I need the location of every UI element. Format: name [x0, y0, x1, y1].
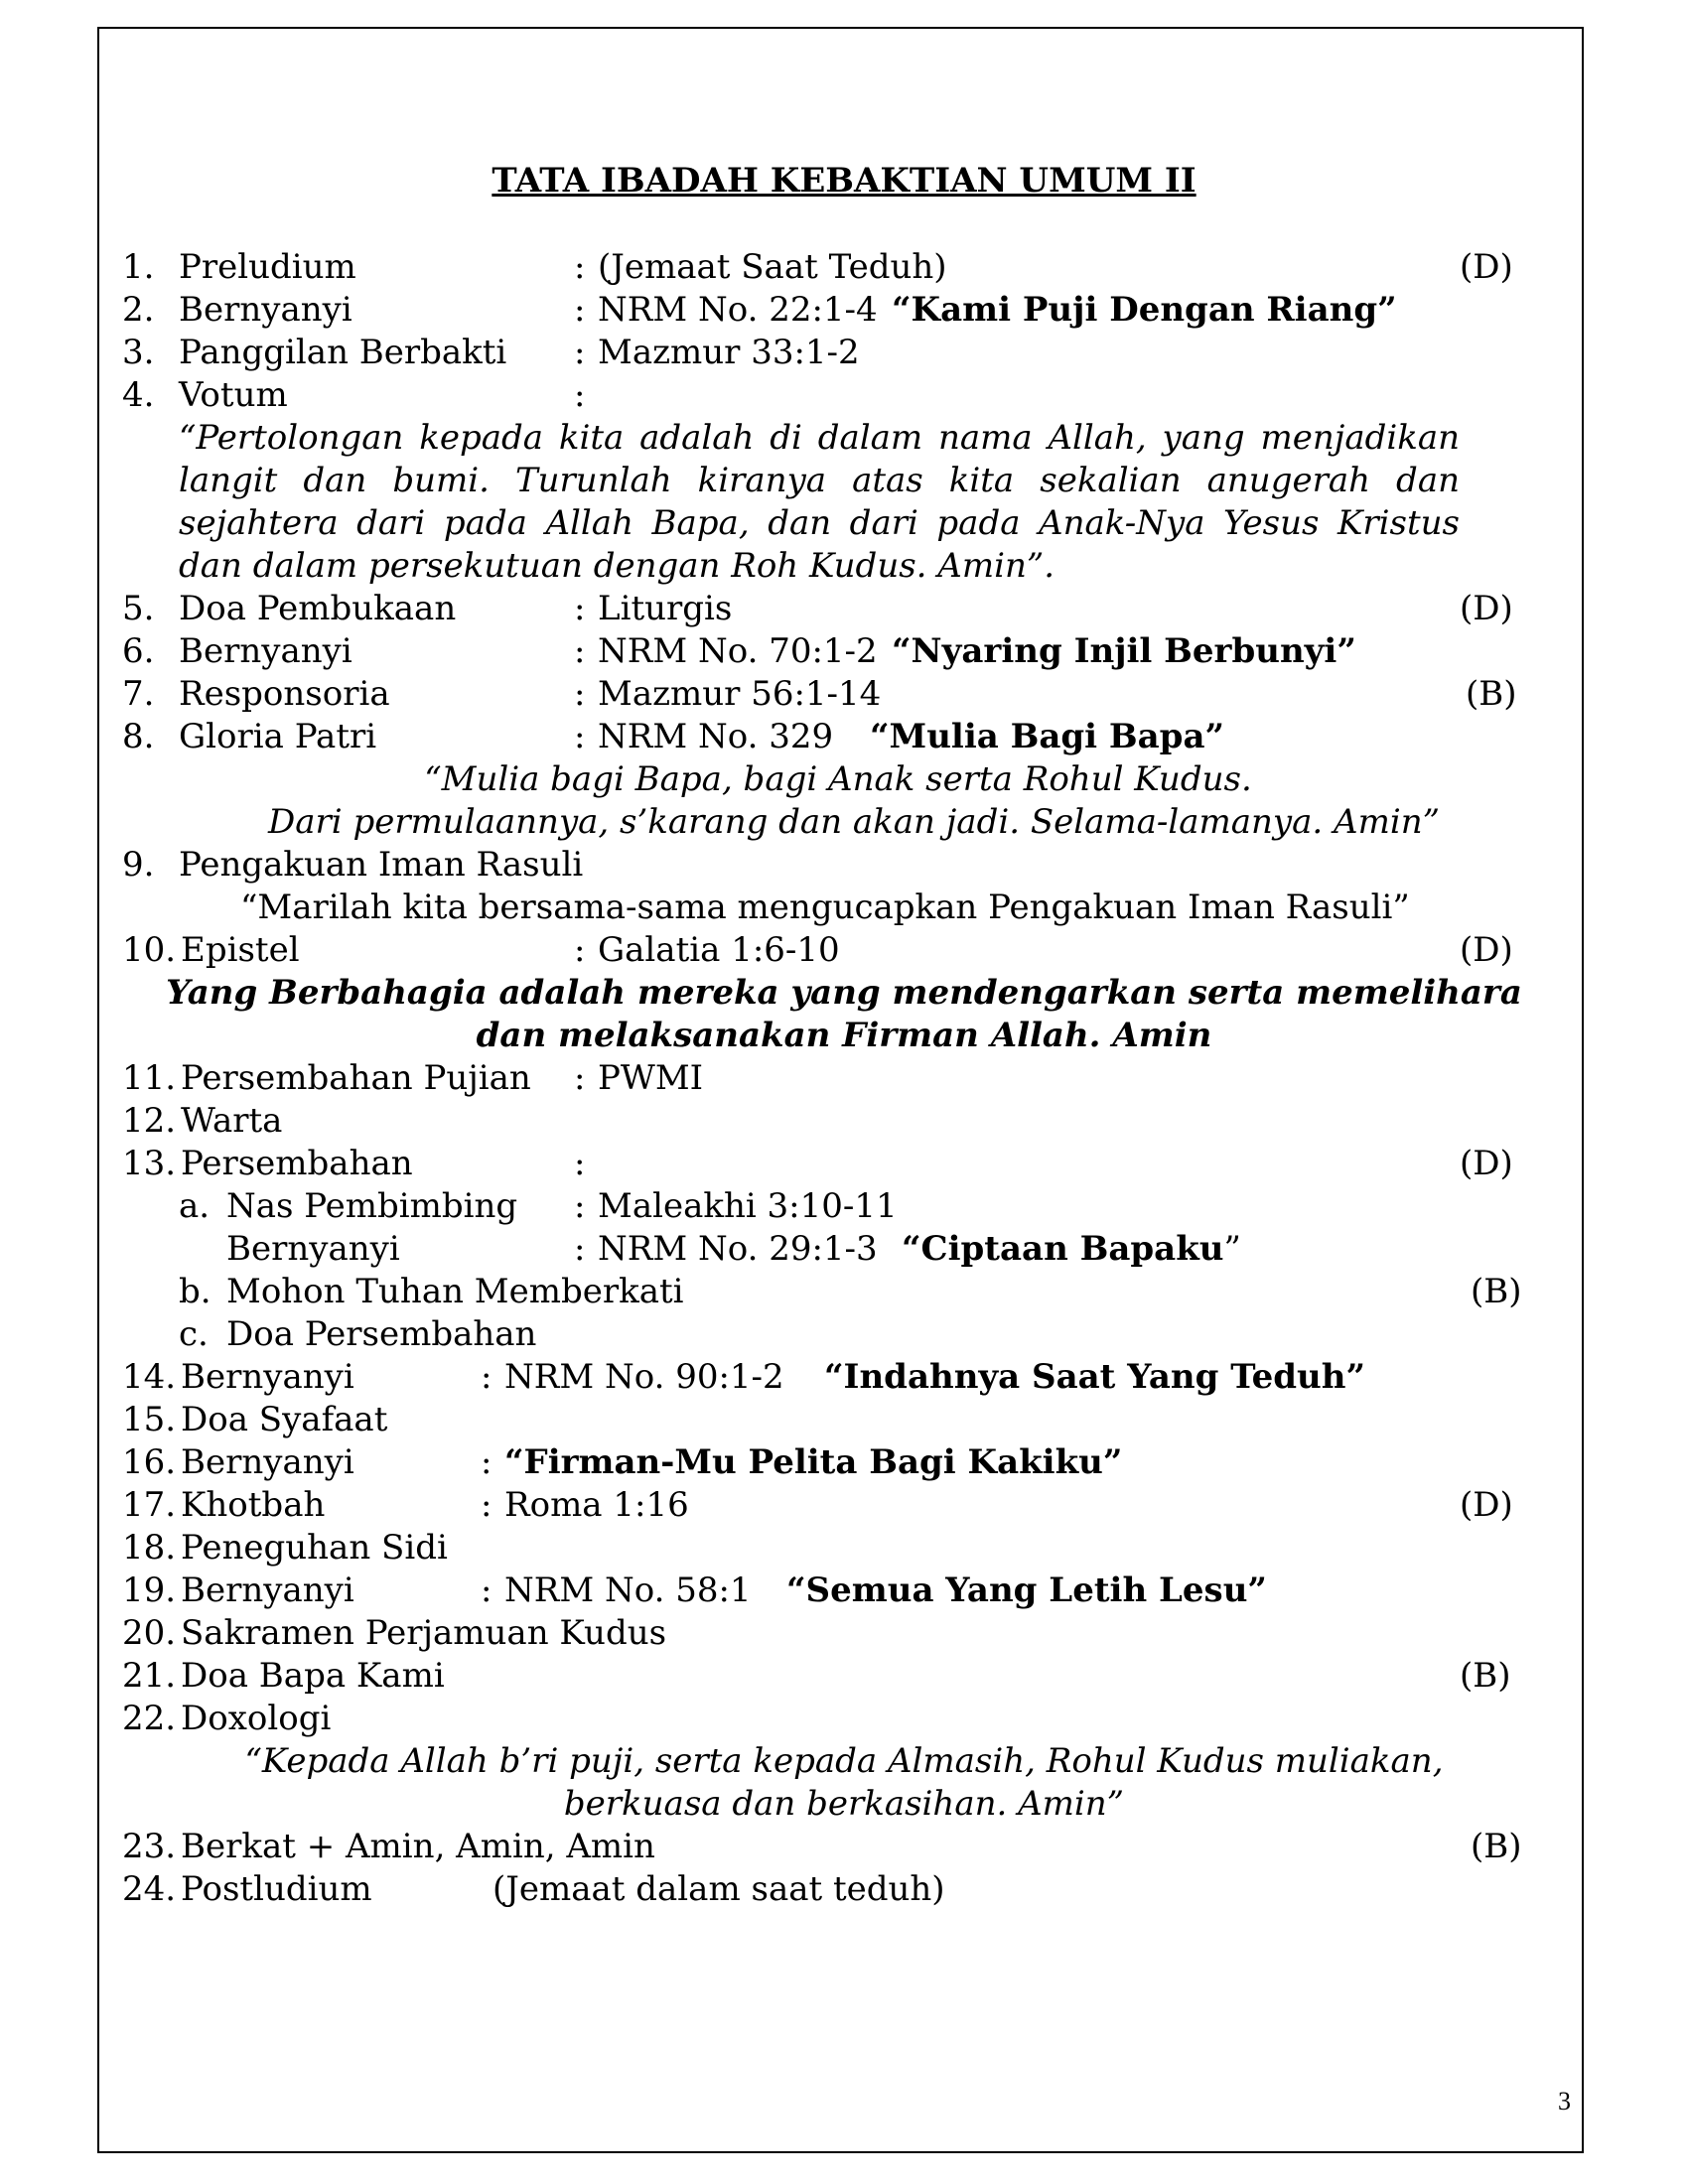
- item-detail: Galatia 1:6-10: [598, 930, 840, 970]
- item-label: Khotbah: [181, 1485, 326, 1525]
- item-label: Persembahan: [181, 1144, 413, 1183]
- item-number: 19.: [122, 1570, 177, 1610]
- list-item: [0, 1570, 1688, 1612]
- item-label: Epistel: [181, 930, 300, 970]
- list-item: [0, 1868, 1688, 1911]
- song-title: “Mulia Bagi Bapa”: [870, 717, 1225, 756]
- subitem-letter: b.: [179, 1272, 211, 1311]
- item-colon: :: [574, 247, 586, 287]
- item-label: Sakramen Perjamuan Kudus: [181, 1613, 667, 1653]
- item-number: 17.: [122, 1485, 177, 1525]
- item-number: 3.: [122, 333, 155, 372]
- doxologi-line: “Kepada Allah b’ri puji, serta kepada Almasih, Rohul Kudus muliakan,: [244, 1741, 1444, 1781]
- song-title: “Semua Yang Letih Lesu”: [786, 1570, 1267, 1610]
- list-item: [0, 1399, 1688, 1441]
- item-number: 22.: [122, 1699, 177, 1738]
- list-item: [0, 1527, 1688, 1570]
- list-item: [0, 374, 1688, 417]
- item-label: Bernyanyi: [181, 1570, 354, 1610]
- item-number: 23.: [122, 1827, 177, 1866]
- list-item: [0, 673, 1688, 716]
- list-item: [0, 289, 1688, 332]
- votum-line: langit dan bumi. Turunlah kiranya atas kita sekalian anugerah dan: [179, 461, 1460, 500]
- item-colon: :: [574, 589, 586, 628]
- item-code: (D): [1460, 1485, 1513, 1525]
- list-subitem: [0, 1228, 1688, 1271]
- item-label: Bernyanyi: [179, 290, 352, 330]
- list-subitem: [0, 1313, 1688, 1356]
- item-colon: :: [481, 1357, 492, 1397]
- item-number: 9.: [122, 845, 155, 885]
- item-label: Pengakuan Iman Rasuli: [179, 845, 584, 885]
- item-code: (B): [1471, 1272, 1522, 1311]
- item-label: Berkat + Amin, Amin, Amin: [181, 1827, 655, 1866]
- item-detail: NRM No. 70:1-2: [598, 631, 878, 671]
- item-detail: PWMI: [598, 1058, 704, 1098]
- item-label: Bernyanyi: [181, 1357, 354, 1397]
- item-label: Persembahan Pujian: [181, 1058, 531, 1098]
- list-item: [0, 1612, 1688, 1655]
- item-number: 16.: [122, 1442, 177, 1482]
- item-label: Bernyanyi: [181, 1442, 354, 1482]
- item-label: Panggilan Berbakti: [179, 333, 507, 372]
- item-code: (D): [1460, 930, 1513, 970]
- gloria-line: “Mulia bagi Bapa, bagi Anak serta Rohul Kudus.: [424, 759, 1252, 799]
- item-detail: (Jemaat Saat Teduh): [598, 247, 947, 287]
- item-colon: :: [574, 674, 586, 714]
- item-colon: :: [481, 1442, 492, 1482]
- item-colon: :: [481, 1570, 492, 1610]
- item-label: Responsoria: [179, 674, 390, 714]
- item-label: Mohon Tuhan Memberkati: [226, 1272, 684, 1311]
- item-code: (D): [1460, 589, 1513, 628]
- response-line: Yang Berbahagia adalah mereka yang mendengarkan serta memelihara: [166, 973, 1522, 1013]
- item-label: Votum: [179, 375, 288, 415]
- item-code: (B): [1471, 1827, 1522, 1866]
- doxologi-line: berkuasa dan berkasihan. Amin”: [563, 1784, 1125, 1824]
- list-item: [0, 1655, 1688, 1698]
- item-colon: :: [574, 930, 586, 970]
- item-label: Bernyanyi: [179, 631, 352, 671]
- item-label: Warta: [181, 1101, 283, 1141]
- item-colon: :: [574, 1144, 586, 1183]
- list-item: [0, 844, 1688, 887]
- list-item: [0, 246, 1688, 289]
- item-number: 6.: [122, 631, 155, 671]
- item-label: Doa Pembukaan: [179, 589, 457, 628]
- item-number: 2.: [122, 290, 155, 330]
- item-colon: :: [574, 631, 586, 671]
- song-title: “Kami Puji Dengan Riang”: [892, 290, 1397, 330]
- votum-text: [179, 417, 1460, 588]
- item-colon: :: [574, 375, 586, 415]
- item-number: 1.: [122, 247, 155, 287]
- item-label: Doa Syafaat: [181, 1400, 388, 1439]
- list-item: [0, 716, 1688, 758]
- item-label: Postludium: [181, 1869, 372, 1909]
- item-number: 20.: [122, 1613, 177, 1653]
- list-item: [0, 1057, 1688, 1100]
- list-item: [0, 630, 1688, 673]
- list-item: [0, 332, 1688, 374]
- list-item: [0, 1441, 1688, 1484]
- item-number: 10.: [122, 930, 177, 970]
- list-item: [0, 1143, 1688, 1185]
- item-number: 18.: [122, 1528, 177, 1568]
- item-detail: NRM No. 22:1-4: [598, 290, 878, 330]
- item-number: 5.: [122, 589, 155, 628]
- song-title: “Ciptaan Bapaku: [902, 1229, 1224, 1269]
- list-item: [0, 588, 1688, 630]
- item-number: 4.: [122, 375, 155, 415]
- item-detail: NRM No. 29:1-3: [598, 1229, 878, 1269]
- subitem-letter: a.: [179, 1186, 211, 1226]
- item-colon: :: [574, 1229, 586, 1269]
- item-detail: NRM No. 58:1: [504, 1570, 752, 1610]
- item-detail: (Jemaat dalam saat teduh): [492, 1869, 945, 1909]
- list-subitem: [0, 1271, 1688, 1313]
- list-item: [0, 929, 1688, 972]
- item-label: Doa Persembahan: [226, 1314, 537, 1354]
- response-line: dan melaksanakan Firman Allah. Amin: [476, 1016, 1212, 1055]
- page-number: 3: [1558, 2087, 1571, 2116]
- item-number: 24.: [122, 1869, 177, 1909]
- item-colon: :: [574, 717, 586, 756]
- item-detail: NRM No. 90:1-2: [504, 1357, 784, 1397]
- item-label: Doa Bapa Kami: [181, 1656, 445, 1696]
- song-title: “Indahnya Saat Yang Teduh”: [824, 1357, 1365, 1397]
- item-number: 21.: [122, 1656, 177, 1696]
- item-detail: Mazmur 33:1-2: [598, 333, 860, 372]
- votum-line: sejahtera dari pada Allah Bapa, dan dari pada Anak-Nya Yesus Kristus: [179, 503, 1460, 543]
- list-item: [0, 1826, 1688, 1868]
- page-title: TATA IBADAH KEBAKTIAN UMUM II: [492, 161, 1196, 201]
- item-code: (B): [1460, 1656, 1511, 1696]
- votum-line: dan dalam persekutuan dengan Roh Kudus. Amin”.: [179, 546, 1055, 586]
- item-label: Nas Pembimbing: [226, 1186, 518, 1226]
- gloria-line: Dari permulaannya, s’karang dan akan jadi. Selama-lamanya. Amin”: [268, 802, 1440, 842]
- item-label: Gloria Patri: [179, 717, 377, 756]
- item-label: Doxologi: [181, 1699, 332, 1738]
- item-code: (D): [1460, 247, 1513, 287]
- item-number: 14.: [122, 1357, 177, 1397]
- item-detail: NRM No. 329: [598, 717, 834, 756]
- list-subitem: [0, 1185, 1688, 1228]
- item-label: Bernyanyi: [226, 1229, 400, 1269]
- list-item: [0, 1484, 1688, 1527]
- song-title: “Firman-Mu Pelita Bagi Kakiku”: [504, 1442, 1123, 1482]
- item-number: 13.: [122, 1144, 177, 1183]
- item-number: 15.: [122, 1400, 177, 1439]
- item-number: 8.: [122, 717, 155, 756]
- item-colon: :: [574, 1058, 586, 1098]
- list-item: [0, 1356, 1688, 1399]
- item-colon: :: [574, 290, 586, 330]
- item-detail: Maleakhi 3:10-11: [598, 1186, 898, 1226]
- item-number: 12.: [122, 1101, 177, 1141]
- item-code: (D): [1460, 1144, 1513, 1183]
- item-label: Peneguhan Sidi: [181, 1528, 448, 1568]
- list-item: [0, 1100, 1688, 1143]
- item-label: Preludium: [179, 247, 356, 287]
- item-colon: :: [481, 1485, 492, 1525]
- item-code: (B): [1466, 674, 1517, 714]
- song-title: “Nyaring Injil Berbunyi”: [892, 631, 1356, 671]
- list-item: [0, 1698, 1688, 1740]
- item-number: 11.: [122, 1058, 177, 1098]
- iman-text: “Marilah kita bersama-sama mengucapkan Pengakuan Iman Rasuli”: [240, 887, 1410, 927]
- subitem-letter: c.: [179, 1314, 209, 1354]
- item-number: 7.: [122, 674, 155, 714]
- item-detail: Mazmur 56:1-14: [598, 674, 882, 714]
- item-detail: Roma 1:16: [504, 1485, 689, 1525]
- item-detail: Liturgis: [598, 589, 733, 628]
- closing-quote: ”: [1223, 1229, 1241, 1269]
- votum-line: “Pertolongan kepada kita adalah di dalam nama Allah, yang menjadikan: [179, 418, 1460, 458]
- item-colon: :: [574, 333, 586, 372]
- item-colon: :: [574, 1186, 586, 1226]
